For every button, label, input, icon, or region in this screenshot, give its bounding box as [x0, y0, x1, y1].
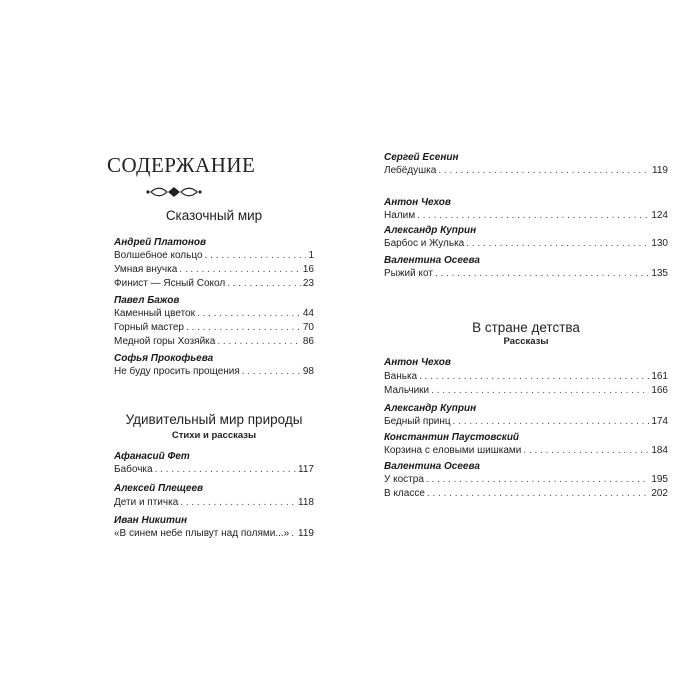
entry-page: 195 — [651, 474, 668, 485]
toc-entry[interactable] — [114, 365, 314, 379]
entry-page: 23 — [302, 278, 314, 289]
entry-title: Бабочка — [114, 464, 153, 475]
toc-entry[interactable] — [384, 487, 668, 501]
entry-title: Бедный принц — [384, 416, 451, 427]
entry-page: 70 — [302, 322, 314, 333]
section-subtitle: Стихи и рассказы — [171, 430, 257, 441]
toc-entry[interactable] — [384, 237, 668, 251]
entry-title: Налим — [384, 210, 416, 221]
author-name: Алексей Плещеев — [114, 483, 204, 494]
toc-entry[interactable] — [114, 496, 314, 510]
entry-page: 119 — [652, 165, 668, 176]
toc-entry[interactable] — [384, 370, 668, 384]
entry-page: 1 — [308, 250, 314, 261]
entry-title: Медной горы Хозяйка — [114, 336, 216, 347]
toc-entry[interactable] — [384, 415, 668, 429]
author-name: Софья Прокофьева — [114, 353, 214, 364]
entry-title: Барбос и Жулька — [384, 238, 465, 249]
author-name: Афанасий Фет — [114, 451, 190, 462]
entry-title: У костра — [384, 474, 424, 485]
section-subtitle: Рассказы — [503, 336, 549, 347]
entry-page: 174 — [651, 416, 668, 427]
entry-page: 135 — [651, 268, 668, 279]
toc-entry[interactable] — [384, 473, 668, 487]
entry-page: 118 — [298, 497, 314, 508]
entry-title: Каменный цветок — [114, 308, 195, 319]
author-name: Антон Чехов — [384, 197, 451, 208]
entry-page: 130 — [651, 238, 668, 249]
toc-entry[interactable] — [384, 209, 668, 223]
toc-entry[interactable] — [114, 463, 314, 477]
toc-entry[interactable] — [114, 335, 314, 349]
author-name: Александр Куприн — [384, 403, 477, 414]
toc-entry[interactable] — [114, 321, 314, 335]
author-name: Антон Чехов — [384, 357, 451, 368]
toc-entry[interactable] — [114, 307, 314, 321]
entry-title: Корзина с еловыми шишками — [384, 445, 522, 456]
entry-title: Умная внучка — [114, 264, 178, 275]
toc-entry[interactable] — [114, 277, 314, 291]
author-name: Иван Никитин — [114, 515, 188, 526]
entry-title: Финист — Ясный Сокол — [114, 278, 226, 289]
entry-title: «В синем небе плывут над полями...» — [114, 528, 290, 539]
author-name: Павел Бажов — [114, 295, 180, 306]
entry-title: Горный мастер — [114, 322, 184, 333]
entry-page: 119 — [298, 528, 314, 539]
entry-page: 161 — [651, 371, 668, 382]
entry-title: Дети и птичка — [114, 497, 179, 508]
entry-title: Не буду просить прощения — [114, 366, 240, 377]
toc-entry[interactable] — [384, 164, 668, 178]
entry-page: 184 — [651, 445, 668, 456]
entry-title: Ванька — [384, 371, 418, 382]
toc-entry[interactable] — [114, 249, 314, 263]
author-name: Валентина Осеева — [384, 461, 480, 472]
entry-title: Рыжий кот — [384, 268, 433, 279]
entry-page: 86 — [302, 336, 314, 347]
author-name: Сергей Есенин — [384, 152, 459, 163]
section-title: В стране детства — [472, 320, 580, 335]
entry-page: 98 — [302, 366, 314, 377]
entry-title: Волшебное кольцо — [114, 250, 203, 261]
author-name: Константин Паустовский — [384, 432, 520, 443]
entry-page: 166 — [651, 385, 668, 396]
toc-entry[interactable] — [114, 527, 314, 541]
author-name: Валентина Осеева — [384, 255, 480, 266]
author-name: Александр Куприн — [384, 225, 477, 236]
author-name: Андрей Платонов — [114, 237, 207, 248]
toc-entry[interactable] — [384, 444, 668, 458]
toc-entry[interactable] — [114, 263, 314, 277]
entry-page: 202 — [651, 488, 668, 499]
section-title: Удивительный мир природы — [125, 412, 303, 427]
contents-title: СОДЕРЖАНИЕ — [107, 153, 256, 177]
entry-page: 124 — [651, 210, 668, 221]
entry-title: В классе — [384, 488, 425, 499]
entry-title: Лебёдушка — [384, 165, 437, 176]
toc-entry[interactable] — [384, 267, 668, 281]
toc-entry[interactable] — [384, 384, 668, 398]
ornament-divider — [145, 184, 203, 200]
entry-page: 117 — [298, 464, 314, 475]
entry-title: Мальчики — [384, 385, 430, 396]
entry-page: 16 — [302, 264, 314, 275]
section-title: Сказочный мир — [165, 208, 263, 223]
entry-page: 44 — [302, 308, 314, 319]
